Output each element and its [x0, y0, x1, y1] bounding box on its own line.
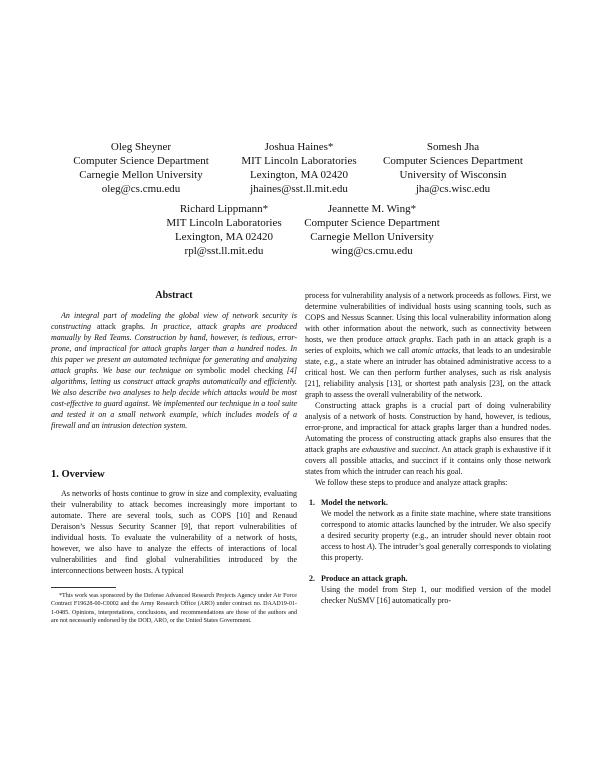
body-paragraph: We follow these steps to produce and analyze attack graphs: [315, 478, 508, 487]
author-dept: Computer Science Department [73, 155, 209, 167]
overview-paragraph: As networks of hosts continue to grow in size and complexity, evaluating their vulnerability to attack becomes increasingly more important to automate. There are several tools, such as COPS [10] and Renaud Deraison’s Nessus Security Scanner [9], that report vulnerabilities of individual hosts. To evaluate the vulnerability of a network of hosts, however, we also have to analyze the effects of interactions of local vulnerabilities and find global vulnerabilities introduced by the interconnections between hosts. A typical [51, 489, 297, 575]
author-dept: Computer Sciences Department [383, 155, 523, 167]
author-email: wing@cs.cmu.edu [331, 245, 413, 257]
author-email: rpl@sst.ll.mit.edu [184, 245, 264, 257]
author-dept: Computer Science Department [304, 217, 440, 229]
abstract-text: An integral part of modeling the global view of network security is constructing attack graphs. In practice, attack graphs are produced manually by Red Teams. Construction by hand, however, is tedious, error-prone, and impractical for attack graphs larger than a hundred nodes. In this paper we present an automated technique for generating and analyzing attack graphs. We base our technique on symbolic model checking [4] algorithms, letting us construct attack graphs automatically and efficiently. We also describe two analyses to help decide which attacks would be most cost-effective to guard against. We implemented our technique in a tool suite and tested it on a small network example, which includes models of a firewall and an intrusion detection system. [51, 311, 297, 430]
footnote: *This work was sponsored by the Defense Advanced Research Projects Agency under Air Force Contract F19628-00-C0002 and the Army Research Office (ARO) under contract no. DAAD19-01-1-0485. Opinions, interpretations, conclusions, and recommendations are those of the authors and are not necessarily endorsed by the DOD, ARO, or the United States Government. [51, 593, 297, 625]
author-dept: MIT Lincoln Laboratories [166, 217, 282, 229]
author-name: Oleg Sheyner [110, 141, 172, 153]
list-item [305, 497, 551, 563]
body-paragraph: process for vulnerability analysis of a network proceeds as follows. First, we determine vulnerabilities of individual hosts using scanning tools, such as COPS and Nessus Scanner. Using this local vulnerability information along with other information about the network, such as connectivity between hosts, we then produce attack graphs. Each path in an attack graph is a series of exploits, which we call atomic attacks, that leads to an undesirable state, e.g., a state where an intruder has obtained administrative access to a critical host. We can then perform further analyses, such as risk analysis [21], reliability analysis [13], or shortest path analysis [23], on the attack graph to assess the overall vulnerability of the network. [305, 291, 552, 399]
section-heading: 1. Overview [51, 469, 105, 480]
author-name: Joshua Haines* [264, 141, 334, 153]
steps-list [305, 497, 551, 606]
author-name: Somesh Jha [426, 141, 480, 153]
author-dept: MIT Lincoln Laboratories [241, 155, 357, 167]
left-column [51, 290, 297, 626]
abstract-title: Abstract [155, 290, 193, 301]
footnote-rule [51, 587, 116, 588]
right-column [305, 290, 551, 616]
author-org: University of Wisconsin [399, 169, 507, 181]
author-org: Lexington, MA 02420 [249, 169, 349, 181]
author-block-jha [353, 140, 553, 196]
author-email: jhaines@sst.ll.mit.edu [250, 183, 348, 195]
abstract-term: attack graphs [96, 322, 144, 331]
body-paragraph: Constructing attack graphs is a crucial part of doing vulnerability analysis of a network of hosts. Construction by hand, however, is tedious, error-prone, and impractical for attack graphs larger than a hundred nodes. Automating the process of constructing attack graphs also ensures that the attack graphs are exhaustive and succinct. An attack graph is exhaustive if it covers all possible attacks, and succinct if it contains only those network states from which the intruder can reach his goal. [305, 401, 551, 476]
author-org: Carnegie Mellon University [310, 231, 434, 243]
author-org: Carnegie Mellon University [79, 169, 203, 181]
author-name: Jeannette M. Wing* [327, 203, 417, 215]
abstract-term: symbolic model checking [196, 366, 283, 375]
step-title: Produce an attack graph. [321, 574, 408, 583]
step-description: Using the model from Step 1, our modified version of the model checker NuSMV [16] automatically pro- [321, 585, 551, 605]
step-title: Model the network. [321, 498, 388, 507]
step-number: 1. [309, 498, 315, 507]
step-number: 2. [309, 574, 315, 583]
step-description: We model the network as a finite state machine, where state transitions correspond to atomic attacks launched by the intruder. We also specify a desired security property (e.g., an intruder should never obtain root access to host A). The intruder’s goal generally corresponds to violating this property. [321, 509, 551, 562]
author-email: jha@cs.wisc.edu [415, 183, 491, 195]
author-email: oleg@cs.cmu.edu [101, 183, 181, 195]
author-name: Richard Lippmann* [179, 203, 269, 215]
author-org: Lexington, MA 02420 [174, 231, 274, 243]
list-item [305, 573, 551, 606]
author-block-wing [272, 202, 472, 258]
